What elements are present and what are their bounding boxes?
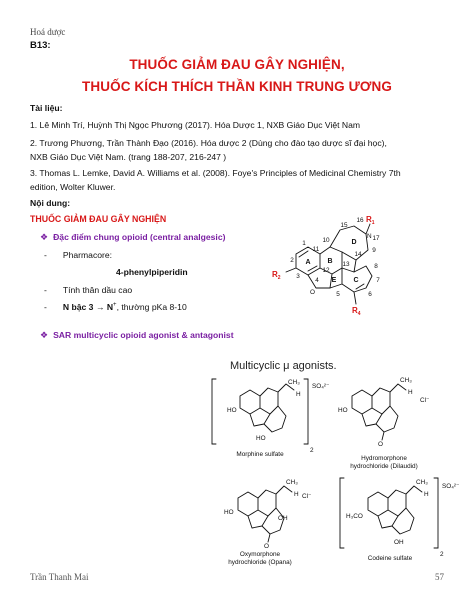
ring-d: [330, 226, 368, 260]
nitrogen-atom: N: [367, 233, 372, 240]
hydromorphone-structure: [338, 377, 429, 470]
codeine-name: Codeine sulfate: [367, 555, 413, 562]
atom-number-7: 7: [376, 277, 380, 284]
atom-number-16: 16: [356, 217, 364, 224]
subheading-opioid: ❖ Đặc điểm chung opioid (central analgesic): [40, 232, 226, 242]
svg-text:HO: HO: [227, 407, 237, 414]
pharmacore-row: - Pharmacore:: [44, 250, 113, 260]
reference-3: 3. Thomas L. Lemke, David A. Williams et al. (2008). Foye's Principles of Medicinal Chemistry 7th: [30, 168, 401, 178]
svg-text:2: 2: [440, 551, 444, 558]
codeine-counterion: SO₄²⁻: [442, 483, 460, 490]
atom-number-11: 11: [312, 246, 320, 253]
oxymorphone-counterion: Cl⁻: [302, 493, 312, 500]
ring-e: [308, 275, 342, 288]
atom-number-3: 3: [296, 273, 300, 280]
svg-text:2: 2: [310, 447, 314, 454]
opioid-agonist-structures: [200, 374, 460, 569]
footer-page-number: 57: [435, 572, 444, 582]
morphinan-scaffold-diagram: [270, 210, 420, 322]
subject-header: Hoá dược: [30, 27, 66, 37]
ring-label-c: C: [353, 277, 359, 284]
oxygen-atom: O: [310, 289, 315, 296]
pharmacore-value: 4-phenylpiperidin: [116, 267, 188, 277]
svg-text:O: O: [378, 441, 383, 448]
ring-label-e: E: [331, 277, 337, 284]
content-heading: Nội dung:: [30, 198, 71, 208]
diamond-bullet-icon: ❖: [40, 232, 49, 242]
ring-label-d: D: [351, 239, 357, 246]
footer-author: Trần Thanh Mai: [30, 572, 89, 582]
atom-number-15: 15: [340, 222, 348, 229]
svg-text:OH: OH: [278, 515, 288, 522]
svg-text:HO: HO: [224, 509, 234, 516]
svg-text:O: O: [264, 543, 269, 550]
lipophilic-row: - Tính thân dầu cao: [44, 285, 133, 295]
reference-1: 1. Lê Minh Trí, Huỳnh Thị Ngọc Phương (2017). Hóa Dược 1, NXB Giáo Dục Việt Nam: [30, 120, 361, 130]
svg-text:H₃CO: H₃CO: [346, 513, 363, 520]
svg-text:H: H: [294, 491, 299, 498]
subheading-sar: ❖ SAR multicyclic opioid agonist & antagonist: [40, 330, 234, 340]
reference-2: 2. Trương Phương, Trần Thành Đạo (2016). Hóa dược 2 (Dùng cho đào tạo dược sĩ đại học),: [30, 138, 387, 148]
atom-number-14: 14: [354, 251, 362, 258]
ring-label-b: B: [327, 258, 333, 265]
svg-text:CH₃: CH₃: [288, 379, 300, 386]
section-title: THUỐC GIẢM ĐAU GÂY NGHIỆN: [30, 214, 167, 224]
svg-text:CH₃: CH₃: [416, 479, 428, 486]
morphine-counterion: SO₄²⁻: [312, 383, 330, 390]
oxymorphone-name-1: Oxymorphone: [239, 551, 281, 558]
svg-text:CH₃: CH₃: [286, 479, 298, 486]
amine-row: - N bậc 3 → N+, thường pKa 8-10: [44, 301, 187, 312]
svg-text:HO: HO: [256, 435, 266, 442]
oxymorphone-structure: [224, 479, 311, 566]
atom-number-8: 8: [374, 263, 378, 270]
svg-text:OH: OH: [394, 539, 404, 546]
codeine-structure: [340, 478, 459, 562]
atom-number-4: 4: [315, 277, 319, 284]
oxymorphone-name-2: hydrochloride (Opana): [228, 559, 292, 566]
page-title-line-2: THUỐC KÍCH THÍCH THẦN KINH TRUNG ƯƠNG: [82, 79, 392, 94]
atom-number-2: 2: [290, 257, 294, 264]
svg-text:H: H: [424, 491, 429, 498]
page-title-line-1: THUỐC GIẢM ĐAU GÂY NGHIỆN,: [129, 57, 345, 72]
atom-number-6: 6: [368, 291, 372, 298]
substituent-r2: $R_2$: [272, 270, 281, 281]
substituent-r1: $R_1$: [366, 215, 375, 226]
right-arrow-icon: →: [95, 301, 105, 312]
hydromorphone-name-2: hydrochloride (Dilaudid): [350, 463, 418, 470]
atom-number-10: 10: [322, 237, 330, 244]
atom-number-12: 12: [322, 267, 330, 274]
substituent-r4: $R_4$: [352, 306, 361, 317]
svg-text:HO: HO: [338, 407, 348, 414]
svg-text:CH₃: CH₃: [400, 377, 412, 384]
reference-3-cont: edition, Wolter Kluwer.: [30, 182, 116, 192]
hydromorphone-counterion: Cl⁻: [420, 397, 430, 404]
svg-text:H: H: [296, 391, 301, 398]
atom-number-13: 13: [342, 261, 350, 268]
atom-number-1: 1: [302, 240, 306, 247]
atom-number-17: 17: [372, 235, 380, 242]
diamond-bullet-icon: ❖: [40, 330, 49, 340]
svg-text:H: H: [408, 389, 413, 396]
morphine-structure: [212, 379, 329, 458]
hydromorphone-name-1: Hydromorphone: [361, 455, 407, 462]
morphine-name: Morphine sulfate: [236, 451, 284, 458]
panel-title: Multicyclic μ agonists.: [230, 360, 337, 372]
atom-number-9: 9: [372, 247, 376, 254]
atom-number-5: 5: [336, 291, 340, 298]
reference-2-cont: NXB Giáo Dục Việt Nam. (trang 188-207, 216-247 ): [30, 152, 227, 162]
lesson-code: B13:: [30, 40, 51, 51]
references-heading: Tài liệu:: [30, 103, 63, 113]
ring-label-a: A: [305, 259, 311, 266]
